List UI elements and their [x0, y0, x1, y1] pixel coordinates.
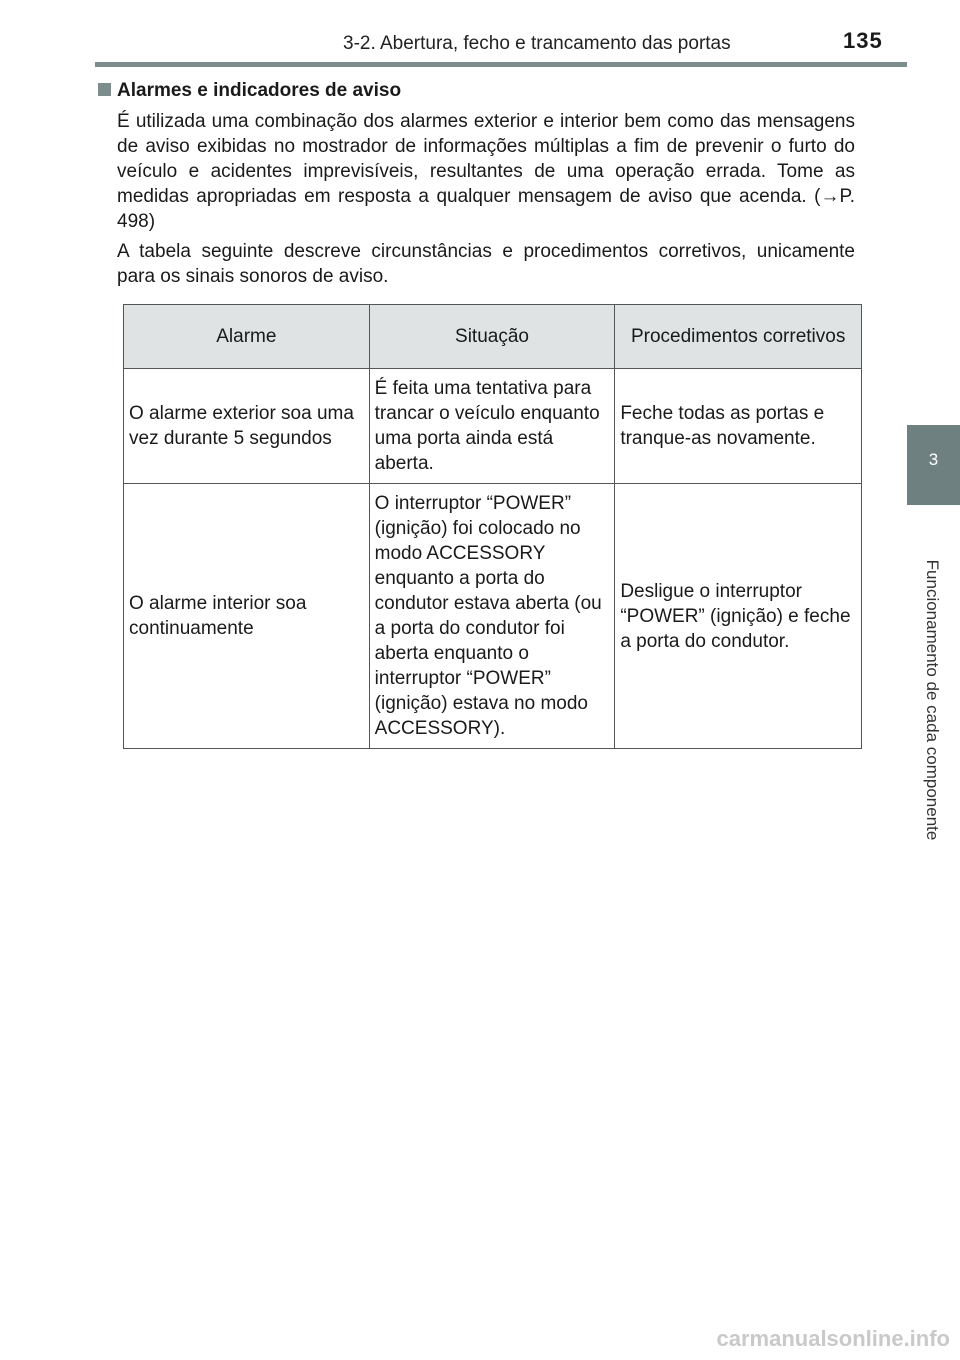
header-rule: [95, 62, 907, 67]
table-cell: O alarme interior soa continuamente: [124, 484, 370, 749]
intro-paragraph: É utilizada uma combinação dos alarmes exterior e interior bem como das mensagens de aviso exibidas no mostrador de informações múltiplas a fim de prevenir o furto do veículo e acidentes imprevisíveis, resultantes de uma operação errada. Tome as medidas apropriadas em resposta a qualquer mensagem de aviso que acenda. (→P. 498): [117, 111, 855, 232]
table-header-cell: Alarme: [124, 305, 370, 369]
chapter-tab: [907, 425, 960, 505]
alarm-table: [123, 304, 862, 749]
table-cell: Desligue o interruptor “POWER” (ignição) e feche a porta do condutor.: [615, 484, 862, 749]
table-row: [124, 369, 862, 484]
chapter-title: 3-2. Abertura, fecho e trancamento das portas: [343, 33, 731, 54]
page-header: [0, 0, 960, 64]
table-cell: O alarme exterior soa uma vez durante 5 segundos: [124, 369, 370, 484]
watermark: carmanualsonline.info: [716, 1326, 950, 1351]
table-cell: O interruptor “POWER” (ignição) foi colocado no modo ACCESSORY enquanto a porta do condutor estava aberta (ou a porta do condutor foi aberta enquanto o interruptor “POWER” (ignição) estava no modo ACCESSORY).: [369, 484, 615, 749]
chapter-tab-number: 3: [928, 450, 939, 469]
section-heading-text: Alarmes e indicadores de aviso: [117, 80, 402, 101]
table-intro-paragraph: A tabela seguinte descreve circunstâncias e procedimentos corretivos, unicamente para os sinais sonoros de aviso.: [117, 241, 855, 287]
table-header-cell: Procedimentos corretivos: [615, 305, 862, 369]
square-bullet-icon: [98, 83, 111, 96]
chapter-tab-label: Funcionamento de cada componente: [923, 559, 942, 841]
table-row: [124, 484, 862, 749]
section-heading: [98, 80, 401, 102]
table-cell: É feita uma tentativa para trancar o veículo enquanto uma porta ainda está aberta.: [369, 369, 615, 484]
page-number: 135: [843, 28, 883, 53]
table-header-row: [124, 305, 862, 369]
table-header-cell: Situação: [369, 305, 615, 369]
table-cell: Feche todas as portas e tranque-as novamente.: [615, 369, 862, 484]
